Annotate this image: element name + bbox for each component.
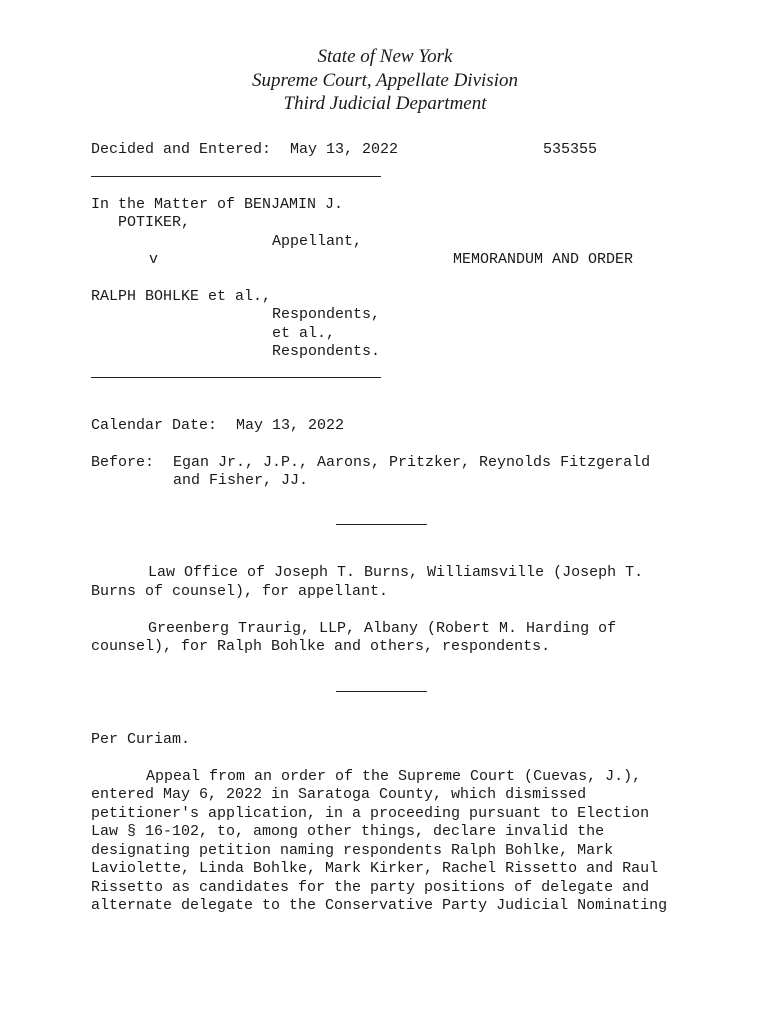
et-al: et al., xyxy=(272,325,336,342)
before-line-1: Egan Jr., J.P., Aarons, Pritzker, Reynolds Fitzgerald xyxy=(173,454,651,471)
respondent-counsel-line-1: Greenberg Traurig, LLP, Albany (Robert M. Harding of xyxy=(148,620,617,637)
versus: v xyxy=(149,251,159,268)
opinion-line: designating petition naming respondents Ralph Bohlke, Mark xyxy=(91,842,614,859)
opinion-line: Rissetto as candidates for the party positions of delegate and xyxy=(91,879,650,896)
court-division: Supreme Court, Appellate Division xyxy=(252,70,518,91)
appellant-counsel-line-2: Burns of counsel), for appellant. xyxy=(91,583,389,600)
caption-top-rule xyxy=(91,176,381,177)
section-divider-1 xyxy=(336,524,427,525)
court-department: Third Judicial Department xyxy=(283,93,487,114)
opinion-line: petitioner's application, in a proceeding pursuant to Election xyxy=(91,805,650,822)
respondents-role-2: Respondents. xyxy=(272,343,381,360)
opinion-line: Laviolette, Linda Bohlke, Mark Kirker, Rachel Rissetto and Raul xyxy=(91,860,659,877)
opinion-line: alternate delegate to the Conservative Party Judicial Nominating xyxy=(91,897,668,914)
opinion-line: entered May 6, 2022 in Saratoga County, which dismissed xyxy=(91,786,587,803)
decided-label: Decided and Entered: xyxy=(91,141,272,158)
opinion-author: Per Curiam. xyxy=(91,731,191,748)
matter-line-2: POTIKER, xyxy=(118,214,191,231)
caption-bottom-rule xyxy=(91,377,381,378)
calendar-date: May 13, 2022 xyxy=(236,417,345,434)
matter-line-1: In the Matter of BENJAMIN J. xyxy=(91,196,344,213)
appellant-role: Appellant, xyxy=(272,233,363,250)
decided-date: May 13, 2022 xyxy=(290,141,399,158)
appellant-counsel-line-1: Law Office of Joseph T. Burns, Williamsville (Joseph T. xyxy=(148,564,644,581)
before-line-2: and Fisher, JJ. xyxy=(173,472,309,489)
order-title: MEMORANDUM AND ORDER xyxy=(453,251,634,268)
before-label: Before: xyxy=(91,454,155,471)
section-divider-2 xyxy=(336,691,427,692)
opinion-line: Appeal from an order of the Supreme Court (Cuevas, J.), xyxy=(146,768,642,785)
court-name: State of New York xyxy=(317,46,453,67)
respondent-counsel-line-2: counsel), for Ralph Bohlke and others, respondents. xyxy=(91,638,551,655)
docket-number: 535355 xyxy=(543,141,598,158)
respondents-role-1: Respondents, xyxy=(272,306,381,323)
respondent-name: RALPH BOHLKE et al., xyxy=(91,288,272,305)
calendar-label: Calendar Date: xyxy=(91,417,218,434)
opinion-line: Law § 16-102, to, among other things, declare invalid the xyxy=(91,823,605,840)
